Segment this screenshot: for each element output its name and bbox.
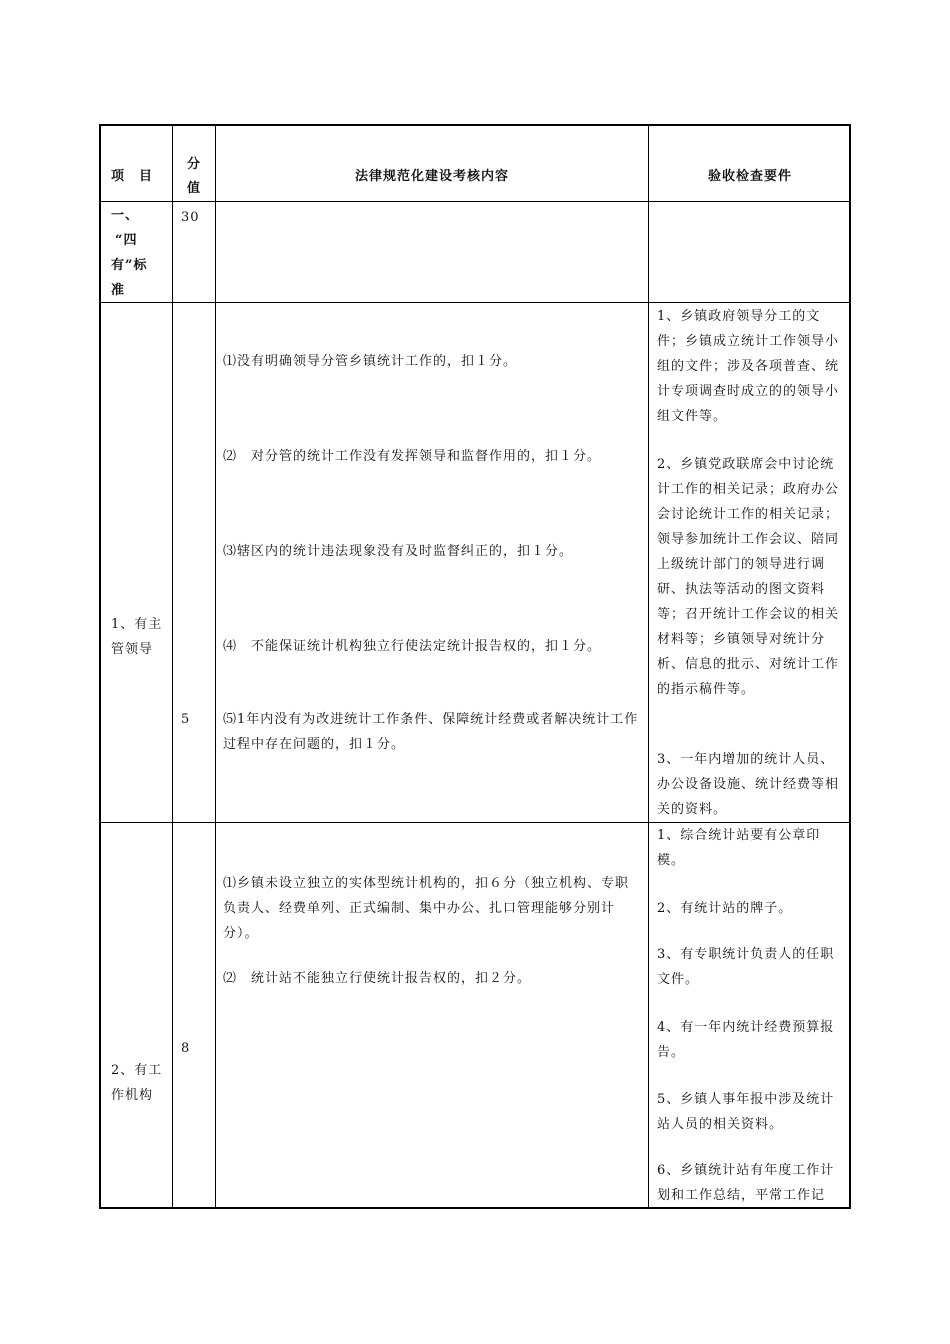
row2-check-5: 5、乡镇人事年报中涉及统计站人员的相关资料。 xyxy=(657,1092,835,1132)
row1-check-1: 1、乡镇政府领导分工的文件；乡镇成立统计工作领导小组的文件；涉及各项普查、统计专项调查时成立的的领导小组文件等。 xyxy=(657,309,840,424)
row1-check-2: 2、乡镇党政联席会中讨论统计工作的相关记录；政府办公会讨论统计工作的相关记录；领导参加统计工作会议、陪同上级统计部门的领导进行调研、执法等活动的图文资料等；召开统计工作会议的相关材料等；乡镇领导对统计分析、信息的批示、对统计工作的指示稿件等。 xyxy=(657,457,840,697)
header-check: 验收检查要件 xyxy=(707,169,792,184)
row2-check-1: 1、综合统计站要有公章印模。 xyxy=(657,828,821,868)
header-content: 法律规范化建设考核内容 xyxy=(354,169,509,184)
header-score-1: 分 xyxy=(186,157,201,172)
row1-item: 1、有主 管领导 xyxy=(111,617,163,657)
section-score: 30 xyxy=(181,210,200,225)
row-divider xyxy=(101,302,849,303)
column-divider xyxy=(172,126,173,1207)
row1-content-3: ⑶辖区内的统计违法现象没有及时监督纠正的，扣１分。 xyxy=(223,544,574,559)
column-divider xyxy=(215,126,216,1207)
row2-check-6: 6、乡镇统计站有年度工作计划和工作总结，平常工作记 xyxy=(657,1163,835,1203)
row1-content-5: ⑸1年内没有为改进统计工作条件、保障统计经费或者解决统计工作过程中存在问题的，扣１分。 xyxy=(223,712,639,752)
section-title: 一、 “四 有”标 准 xyxy=(111,208,148,298)
row2-check-4: 4、有一年内统计经费预算报告。 xyxy=(657,1020,835,1060)
row1-content-1: ⑴没有明确领导分管乡镇统计工作的，扣１分。 xyxy=(223,354,518,369)
row2-content-1: ⑴乡镇未设立独立的实体型统计机构的，扣６分（独立机构、专职负责人、经费单列、正式编制、集中办公、扎口管理能够分别计分）。 xyxy=(223,876,630,941)
row1-check-3: 3、一年内增加的统计人员、办公设备设施、统计经费等相关的资料。 xyxy=(657,752,840,817)
header-item: 项 目 xyxy=(111,169,154,184)
column-divider xyxy=(648,126,649,1207)
row-divider xyxy=(101,201,849,202)
row1-content-4: ⑷ 不能保证统计机构独立行使法定统计报告权的，扣１分。 xyxy=(223,639,602,654)
row2-check-3: 3、有专职统计负责人的任职文件。 xyxy=(657,947,835,987)
row1-content-2: ⑵ 对分管的统计工作没有发挥领导和监督作用的，扣１分。 xyxy=(223,449,602,464)
row2-content-2: ⑵ 统计站不能独立行使统计报告权的，扣２分。 xyxy=(223,971,532,986)
assessment-table xyxy=(99,124,851,1209)
header-score-2: 值 xyxy=(186,181,201,196)
row2-check-2: 2、有统计站的牌子。 xyxy=(657,901,793,916)
row2-item: 2、有工 作机构 xyxy=(111,1063,163,1103)
row1-score: 5 xyxy=(181,712,191,727)
row2-score: 8 xyxy=(181,1041,191,1056)
